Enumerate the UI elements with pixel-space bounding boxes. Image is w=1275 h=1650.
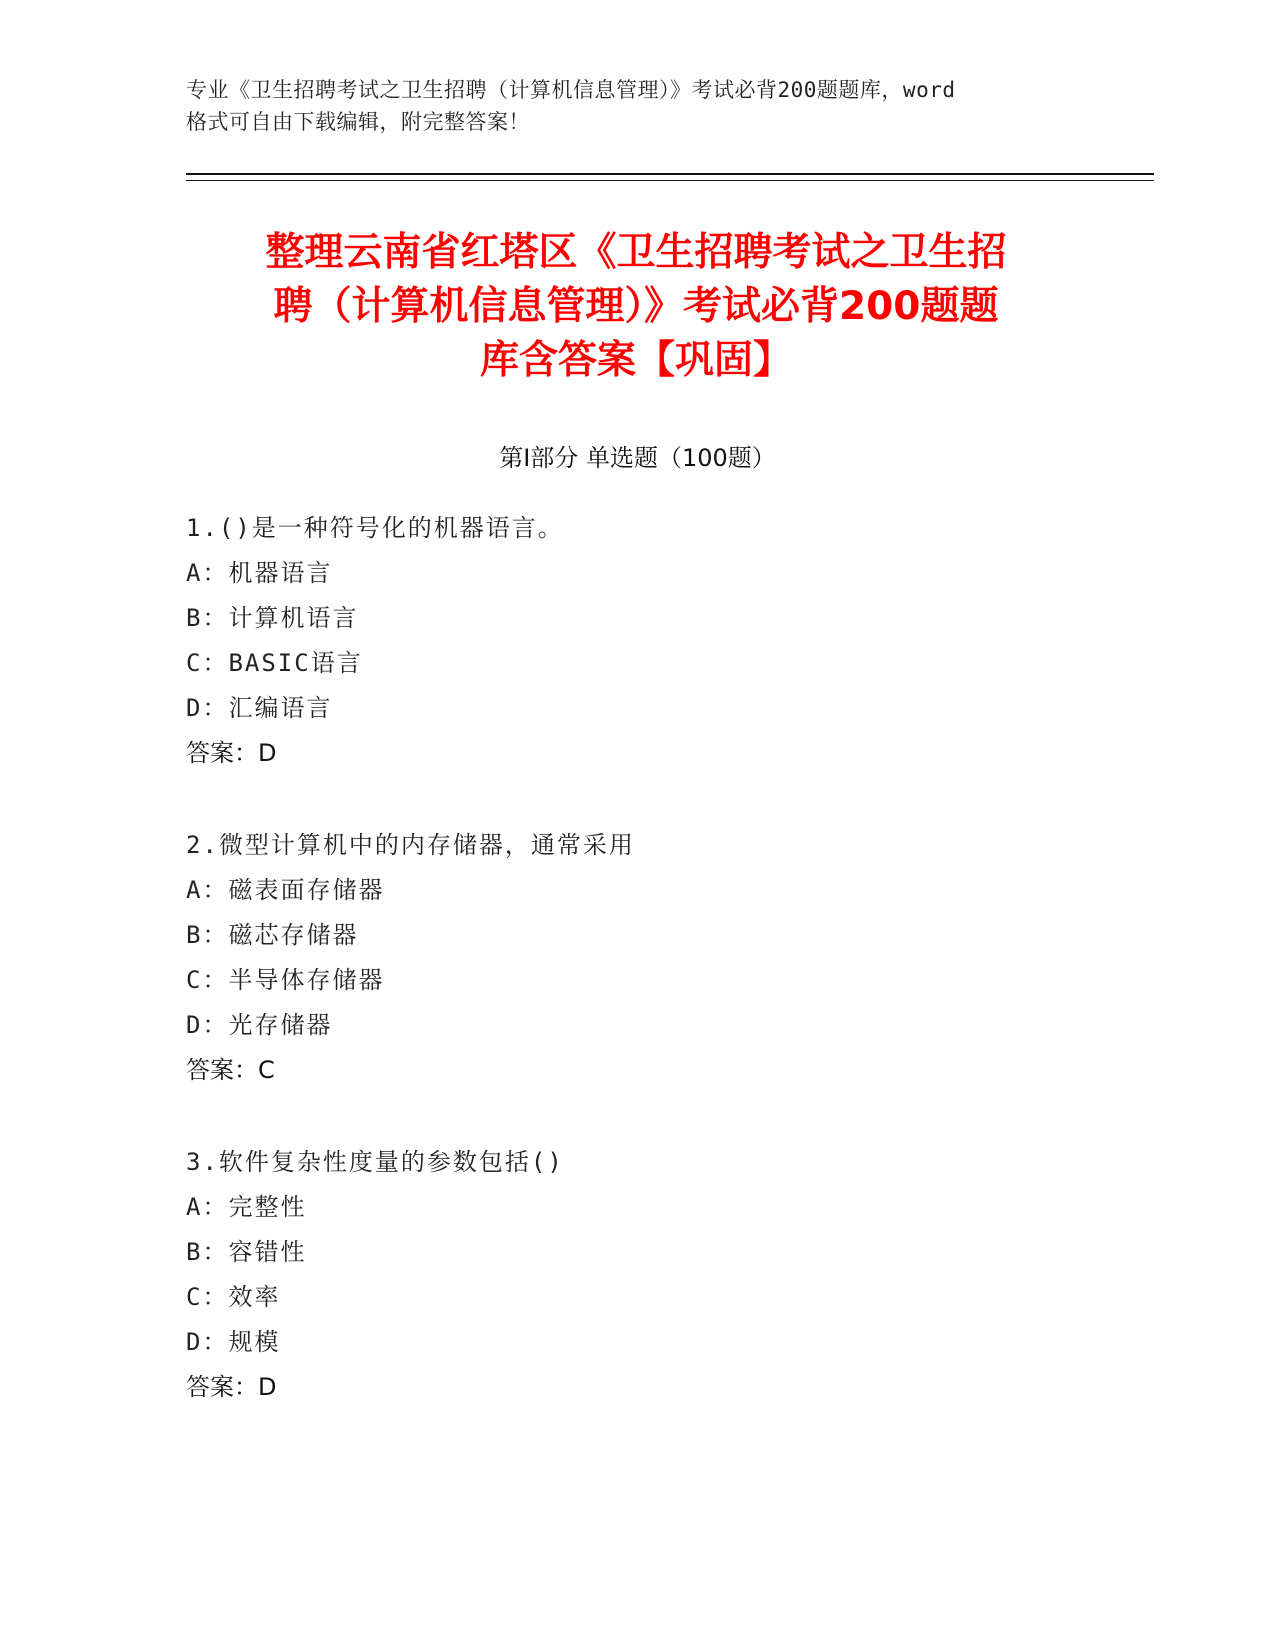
header-rule-thin	[186, 180, 1154, 181]
option-c: C：BASIC语言	[186, 649, 363, 677]
option-b: B：磁芯存储器	[186, 921, 359, 949]
question-2	[186, 823, 1086, 1093]
header-note-line-2: 格式可自由下载编辑，附完整答案！	[186, 110, 530, 134]
question-stem: 2.微型计算机中的内存储器，通常采用	[186, 831, 635, 859]
option-d: D：规模	[186, 1328, 281, 1356]
answer: 答案：C	[186, 1056, 275, 1084]
question-3	[186, 1140, 1086, 1410]
option-b: B：容错性	[186, 1238, 307, 1266]
option-d: D：汇编语言	[186, 694, 333, 722]
question-1	[186, 506, 1086, 776]
header-rule-thick	[186, 173, 1154, 175]
header-note-line-1: 专业《卫生招聘考试之卫生招聘（计算机信息管理）》考试必背200题题库，word	[186, 78, 956, 102]
option-a: A：机器语言	[186, 559, 333, 587]
option-c: C：半导体存储器	[186, 966, 385, 994]
header-note	[186, 74, 1086, 138]
answer: 答案：D	[186, 739, 277, 767]
document-title-line-1: 整理云南省红塔区《卫生招聘考试之卫生招	[265, 230, 1007, 275]
option-a: A：磁表面存储器	[186, 876, 385, 904]
section-title: 第Ⅰ部分 单选题（100题）	[499, 444, 776, 472]
document-title-line-3: 库含答案【巩固】	[479, 338, 792, 383]
option-a: A：完整性	[186, 1193, 307, 1221]
question-stem: 3.软件复杂性度量的参数包括()	[186, 1148, 564, 1176]
option-c: C：效率	[186, 1283, 281, 1311]
option-d: D：光存储器	[186, 1011, 333, 1039]
question-stem: 1.()是一种符号化的机器语言。	[186, 514, 564, 542]
document-title	[186, 226, 1086, 388]
option-b: B：计算机语言	[186, 604, 359, 632]
document-title-line-2: 聘（计算机信息管理）》考试必背200题题	[273, 284, 999, 329]
answer: 答案：D	[186, 1373, 277, 1401]
